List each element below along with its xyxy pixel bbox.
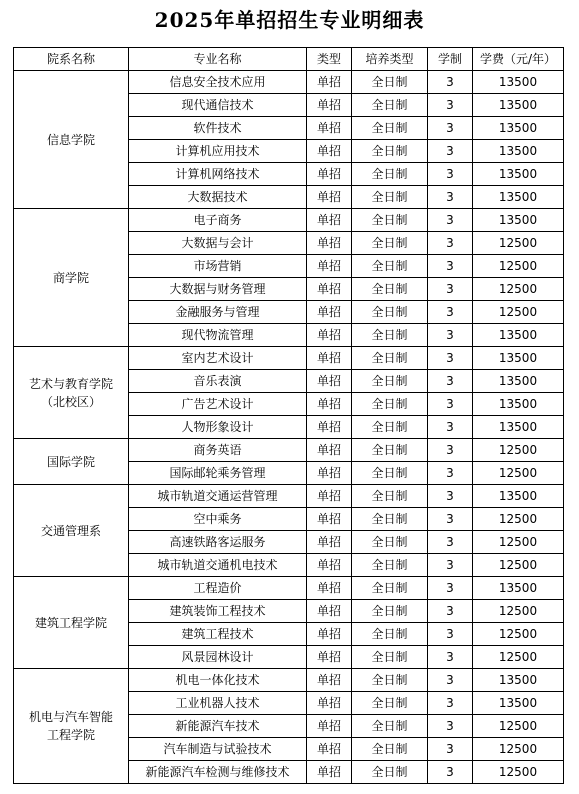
duration-cell: 3 xyxy=(428,715,473,738)
major-name-cell: 金融服务与管理 xyxy=(129,301,307,324)
study-mode-cell: 全日制 xyxy=(352,140,428,163)
major-name-cell: 新能源汽车技术 xyxy=(129,715,307,738)
enrollment-type-cell: 单招 xyxy=(307,324,352,347)
study-mode-cell: 全日制 xyxy=(352,117,428,140)
enrollment-type-cell: 单招 xyxy=(307,117,352,140)
table-row xyxy=(14,669,564,692)
study-mode-cell: 全日制 xyxy=(352,370,428,393)
study-mode-cell: 全日制 xyxy=(352,163,428,186)
major-name-cell: 国际邮轮乘务管理 xyxy=(129,462,307,485)
tuition-cell: 13500 xyxy=(473,370,564,393)
major-name-cell: 计算机网络技术 xyxy=(129,163,307,186)
study-mode-cell: 全日制 xyxy=(352,94,428,117)
enrollment-type-cell: 单招 xyxy=(307,600,352,623)
major-name-cell: 工程造价 xyxy=(129,577,307,600)
enrollment-type-cell: 单招 xyxy=(307,301,352,324)
study-mode-cell: 全日制 xyxy=(352,600,428,623)
department-name: （北校区） xyxy=(40,394,101,409)
major-name-cell: 软件技术 xyxy=(129,117,307,140)
duration-cell: 3 xyxy=(428,301,473,324)
major-name-cell: 新能源汽车检测与维修技术 xyxy=(129,761,307,784)
duration-cell: 3 xyxy=(428,232,473,255)
duration-cell: 3 xyxy=(428,209,473,232)
duration-cell: 3 xyxy=(428,761,473,784)
study-mode-cell: 全日制 xyxy=(352,416,428,439)
duration-cell: 3 xyxy=(428,485,473,508)
major-name-cell: 城市轨道交通运营管理 xyxy=(129,485,307,508)
enrollment-type-cell: 单招 xyxy=(307,508,352,531)
major-name-cell: 空中乘务 xyxy=(129,508,307,531)
duration-cell: 3 xyxy=(428,416,473,439)
major-name-cell: 工业机器人技术 xyxy=(129,692,307,715)
tuition-cell: 13500 xyxy=(473,94,564,117)
enrollment-type-cell: 单招 xyxy=(307,462,352,485)
table-row xyxy=(14,485,564,508)
study-mode-cell: 全日制 xyxy=(352,186,428,209)
enrollment-type-cell: 单招 xyxy=(307,646,352,669)
tuition-cell: 13500 xyxy=(473,163,564,186)
major-name-cell: 现代物流管理 xyxy=(129,324,307,347)
major-name-cell: 市场营销 xyxy=(129,255,307,278)
department-name: 机电与汽车智能 xyxy=(28,710,113,724)
tuition-cell: 13500 xyxy=(473,577,564,600)
major-name-cell: 广告艺术设计 xyxy=(129,393,307,416)
study-mode-cell: 全日制 xyxy=(352,577,428,600)
tuition-cell: 13500 xyxy=(473,393,564,416)
duration-cell: 3 xyxy=(428,439,473,462)
tuition-cell: 12500 xyxy=(473,278,564,301)
enrollment-type-cell: 单招 xyxy=(307,209,352,232)
duration-cell: 3 xyxy=(428,669,473,692)
duration-cell: 3 xyxy=(428,347,473,370)
major-name-cell: 信息安全技术应用 xyxy=(129,71,307,94)
department-name: 建筑工程学院 xyxy=(34,615,107,630)
department-name: 艺术与教育学院 xyxy=(28,376,113,391)
table-row xyxy=(14,439,564,462)
major-name-cell: 人物形象设计 xyxy=(129,416,307,439)
tuition-cell: 12500 xyxy=(473,715,564,738)
table-body xyxy=(14,71,564,784)
study-mode-cell: 全日制 xyxy=(352,324,428,347)
major-name-cell: 大数据技术 xyxy=(129,186,307,209)
study-mode-cell: 全日制 xyxy=(352,255,428,278)
tuition-cell: 13500 xyxy=(473,140,564,163)
tuition-cell: 13500 xyxy=(473,186,564,209)
duration-cell: 3 xyxy=(428,508,473,531)
duration-cell: 3 xyxy=(428,646,473,669)
major-name-cell: 汽车制造与试验技术 xyxy=(129,738,307,761)
study-mode-cell: 全日制 xyxy=(352,508,428,531)
duration-cell: 3 xyxy=(428,255,473,278)
duration-cell: 3 xyxy=(428,140,473,163)
header-years: 学制 xyxy=(428,48,473,71)
duration-cell: 3 xyxy=(428,186,473,209)
table-row xyxy=(14,209,564,232)
tuition-cell: 12500 xyxy=(473,600,564,623)
duration-cell: 3 xyxy=(428,600,473,623)
tuition-cell: 12500 xyxy=(473,646,564,669)
department-cell xyxy=(14,209,129,347)
department-cell xyxy=(14,577,129,669)
study-mode-cell: 全日制 xyxy=(352,393,428,416)
duration-cell: 3 xyxy=(428,577,473,600)
department-cell xyxy=(14,669,129,784)
study-mode-cell: 全日制 xyxy=(352,531,428,554)
header-type: 类型 xyxy=(307,48,352,71)
major-name-cell: 商务英语 xyxy=(129,439,307,462)
major-name-cell: 音乐表演 xyxy=(129,370,307,393)
department-name: 商学院 xyxy=(52,270,89,285)
department-cell xyxy=(14,71,129,209)
tuition-cell: 13500 xyxy=(473,117,564,140)
header-fee: 学费（元/年） xyxy=(473,48,564,71)
study-mode-cell: 全日制 xyxy=(352,485,428,508)
majors-table xyxy=(13,47,564,784)
duration-cell: 3 xyxy=(428,278,473,301)
major-name-cell: 现代通信技术 xyxy=(129,94,307,117)
table-row xyxy=(14,577,564,600)
duration-cell: 3 xyxy=(428,117,473,140)
duration-cell: 3 xyxy=(428,94,473,117)
tuition-cell: 13500 xyxy=(473,209,564,232)
study-mode-cell: 全日制 xyxy=(352,738,428,761)
major-name-cell: 建筑装饰工程技术 xyxy=(129,600,307,623)
tuition-cell: 12500 xyxy=(473,738,564,761)
tuition-cell: 12500 xyxy=(473,439,564,462)
header-major: 专业名称 xyxy=(129,48,307,71)
study-mode-cell: 全日制 xyxy=(352,71,428,94)
department-name: 工程学院 xyxy=(46,728,95,742)
enrollment-type-cell: 单招 xyxy=(307,140,352,163)
study-mode-cell: 全日制 xyxy=(352,669,428,692)
duration-cell: 3 xyxy=(428,738,473,761)
enrollment-type-cell: 单招 xyxy=(307,370,352,393)
duration-cell: 3 xyxy=(428,531,473,554)
study-mode-cell: 全日制 xyxy=(352,439,428,462)
enrollment-type-cell: 单招 xyxy=(307,485,352,508)
study-mode-cell: 全日制 xyxy=(352,232,428,255)
enrollment-type-cell: 单招 xyxy=(307,692,352,715)
header-mode: 培养类型 xyxy=(352,48,428,71)
study-mode-cell: 全日制 xyxy=(352,278,428,301)
table-row xyxy=(14,347,564,370)
tuition-cell: 12500 xyxy=(473,531,564,554)
tuition-cell: 12500 xyxy=(473,301,564,324)
major-name-cell: 城市轨道交通机电技术 xyxy=(129,554,307,577)
duration-cell: 3 xyxy=(428,554,473,577)
enrollment-type-cell: 单招 xyxy=(307,94,352,117)
tuition-cell: 13500 xyxy=(473,669,564,692)
study-mode-cell: 全日制 xyxy=(352,623,428,646)
enrollment-type-cell: 单招 xyxy=(307,669,352,692)
enrollment-type-cell: 单招 xyxy=(307,71,352,94)
enrollment-type-cell: 单招 xyxy=(307,393,352,416)
study-mode-cell: 全日制 xyxy=(352,209,428,232)
duration-cell: 3 xyxy=(428,462,473,485)
major-name-cell: 大数据与会计 xyxy=(129,232,307,255)
tuition-cell: 13500 xyxy=(473,416,564,439)
tuition-cell: 12500 xyxy=(473,255,564,278)
duration-cell: 3 xyxy=(428,324,473,347)
department-cell xyxy=(14,439,129,485)
enrollment-type-cell: 单招 xyxy=(307,531,352,554)
page-title: 2025年单招招生专业明细表 xyxy=(154,8,425,32)
major-name-cell: 风景园林设计 xyxy=(129,646,307,669)
study-mode-cell: 全日制 xyxy=(352,301,428,324)
enrollment-type-cell: 单招 xyxy=(307,715,352,738)
enrollment-type-cell: 单招 xyxy=(307,416,352,439)
study-mode-cell: 全日制 xyxy=(352,347,428,370)
study-mode-cell: 全日制 xyxy=(352,646,428,669)
major-name-cell: 电子商务 xyxy=(129,209,307,232)
study-mode-cell: 全日制 xyxy=(352,462,428,485)
major-name-cell: 大数据与财务管理 xyxy=(129,278,307,301)
duration-cell: 3 xyxy=(428,370,473,393)
tuition-cell: 12500 xyxy=(473,232,564,255)
enrollment-type-cell: 单招 xyxy=(307,232,352,255)
enrollment-type-cell: 单招 xyxy=(307,439,352,462)
department-name: 信息学院 xyxy=(46,132,95,147)
tuition-cell: 13500 xyxy=(473,324,564,347)
major-name-cell: 高速铁路客运服务 xyxy=(129,531,307,554)
department-cell xyxy=(14,347,129,439)
header-department: 院系名称 xyxy=(14,48,129,71)
tuition-cell: 13500 xyxy=(473,71,564,94)
enrollment-type-cell: 单招 xyxy=(307,347,352,370)
tuition-cell: 12500 xyxy=(473,761,564,784)
tuition-cell: 13500 xyxy=(473,692,564,715)
enrollment-type-cell: 单招 xyxy=(307,554,352,577)
enrollment-type-cell: 单招 xyxy=(307,163,352,186)
tuition-cell: 12500 xyxy=(473,554,564,577)
duration-cell: 3 xyxy=(428,623,473,646)
enrollment-type-cell: 单招 xyxy=(307,278,352,301)
tuition-cell: 12500 xyxy=(473,623,564,646)
study-mode-cell: 全日制 xyxy=(352,554,428,577)
major-name-cell: 机电一体化技术 xyxy=(129,669,307,692)
enrollment-type-cell: 单招 xyxy=(307,186,352,209)
department-name: 国际学院 xyxy=(46,454,95,469)
duration-cell: 3 xyxy=(428,692,473,715)
tuition-cell: 13500 xyxy=(473,485,564,508)
header-row xyxy=(14,48,564,71)
enrollment-type-cell: 单招 xyxy=(307,255,352,278)
major-name-cell: 计算机应用技术 xyxy=(129,140,307,163)
enrollment-type-cell: 单招 xyxy=(307,761,352,784)
table-row xyxy=(14,71,564,94)
duration-cell: 3 xyxy=(428,393,473,416)
department-name: 交通管理系 xyxy=(40,523,101,538)
enrollment-type-cell: 单招 xyxy=(307,623,352,646)
tuition-cell: 12500 xyxy=(473,508,564,531)
major-name-cell: 室内艺术设计 xyxy=(129,347,307,370)
department-cell xyxy=(14,485,129,577)
study-mode-cell: 全日制 xyxy=(352,692,428,715)
study-mode-cell: 全日制 xyxy=(352,761,428,784)
tuition-cell: 13500 xyxy=(473,347,564,370)
major-name-cell: 建筑工程技术 xyxy=(129,623,307,646)
duration-cell: 3 xyxy=(428,163,473,186)
duration-cell: 3 xyxy=(428,71,473,94)
enrollment-type-cell: 单招 xyxy=(307,577,352,600)
tuition-cell: 12500 xyxy=(473,462,564,485)
enrollment-type-cell: 单招 xyxy=(307,738,352,761)
study-mode-cell: 全日制 xyxy=(352,715,428,738)
